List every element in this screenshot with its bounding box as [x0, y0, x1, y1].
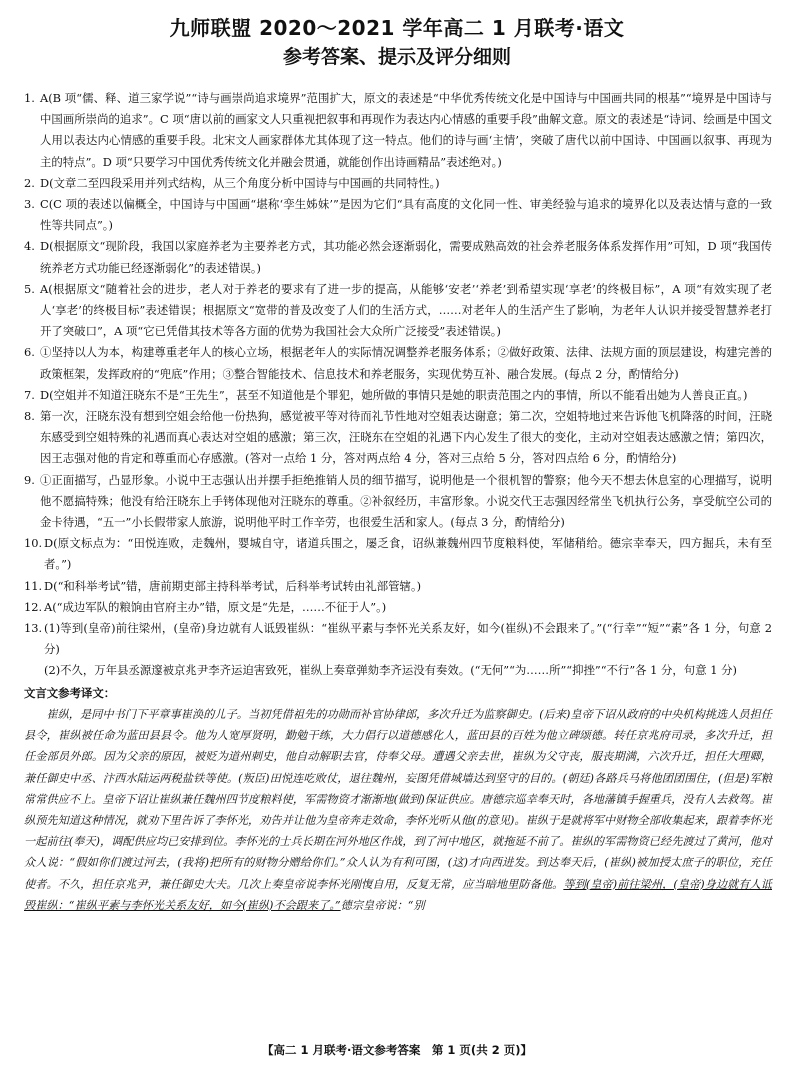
translation-heading: 文言文参考译文： [24, 685, 116, 700]
answer-number: 10. [24, 536, 43, 551]
answer-text: D(原文标点为：“田悦连败，走魏州，婴城自守，诸道兵围之，屡乏食，诏纵兼魏州四节度粮料使，军储稍给。德宗幸奉天，四方掘兵，未有至者。”) [44, 536, 772, 572]
answer-number: 11. [24, 578, 43, 593]
page-subtitle: 参考答案、提示及评分细则 [282, 46, 511, 68]
answer-text: A(“成边军队的粮饷由官府主办”错，原文是“先是，……不征于人”。) [44, 599, 387, 614]
answer-number: 9. [24, 472, 35, 487]
answer-item-13 [24, 618, 772, 682]
answer-item-2 [24, 173, 772, 194]
translation-body: 崔纵，是同中书门下平章事崔涣的儿子。当初凭借祖先的功勋而补官协律郎，多次升迁为监察御史。(后来)皇帝下诏从政府的中央机构挑选人员担任县令，崔纵被任命为蓝田县县令。他为人宽厚贤明，勤勉干练，大力倡行以道德感化人，蓝田县的百姓为他立碑颂德。转任京兆府司录，多次升迁，担任金部员外郎。因为父亲的原因，被贬为道州刺史，他自动解职去官，侍奉父母。遭遇父亲去世，崔纵为父守丧，服丧期满，六次升迁，担任大理卿，兼任御史中丞、汴西水陆运两税盐铁等使。(叛臣)田悦连吃败仗，退往魏州，妄图凭借城墙达到坚守的目的。(朝廷)各路兵马将他团团围住，(但是)军粮常常供应不上。皇帝下诏让崔纵兼任魏州四节度粮料使，军需物资才渐渐地(做到)保证供应。唐德宗巡幸奉天时，各地藩镇手握重兵，没有人去救驾。崔纵预先知道这种情况，就劝下里告诉了李怀光，劝告并让他为皇帝奔走效命，李怀光听从他(的意见)。崔纵于是就将军中财物全部收集起来，跟着李怀光一起前往(奉天)，调配供应均已安排到位。李怀光的士兵长期在河外地区作战，到了河中地区，就拖延不前了。崔纵的军需物资已经先渡过了黄河，他对众人说：“假如你们渡过河去，(我将)把所有的财物分赠给你们。”众人认为有利可图，(这)才向西进发。到达奉天后，(崔纵)被加授太庶子的职位，充任使者。不久，担任京兆尹，兼任御史大夫。几次上奏皇帝说李怀光刚愎自用，反复无常，应当暗地里防备他。 [24, 707, 772, 891]
answer-number: 2. [24, 175, 35, 190]
answer-text: D(文章二至四段采用并列式结构，从三个角度分析中国诗与中国画的共同特性。) [40, 175, 440, 190]
answer-text: D(空姐并不知道汪晓东不是“王先生”，甚至不知道他是个罪犯，她所做的事情只是她的职责范围之内的事情，所以不能看出她为人善良正直。) [40, 387, 748, 402]
answer-item-4 [24, 236, 772, 278]
answer-text: D(“和科举考试”错，唐前期吏部主持科举考试，后科举考试转由礼部管辖。) [44, 578, 422, 593]
answer-number: 5. [24, 281, 35, 296]
answer-13-part-2: (2)不久，万年县丞源邃被京兆尹李齐运迫害致死，崔纵上奏章弹劾李齐运没有奏效。(“无何”“为……所”“抑挫”“不行”各 1 分，句意 1 分) [44, 663, 737, 678]
translation-text [24, 704, 772, 916]
answer-item-3 [24, 194, 772, 236]
answer-number: 1. [24, 91, 35, 105]
answer-item-10 [24, 533, 772, 575]
answer-number: 3. [24, 197, 35, 212]
answer-text: D(根据原文“现阶段，我国以家庭养老为主要养老方式，其功能必然会逐渐弱化，需要成熟高效的社会养老服务体系发挥作用”可知，D 项“我国传统养老方式功能已经逐渐弱化”的表述错误。) [40, 239, 772, 275]
answer-number: 13. [24, 621, 43, 636]
answer-number: 12. [24, 599, 43, 614]
page-title: 九师联盟 2020～2021 学年高二 1 月联考·语文 [169, 16, 625, 40]
answer-text: ①正面描写，凸显形象。小说中王志强认出并摆手拒绝推销人员的细节描写，说明他是一个很机智的警察；他今天不想去休息室的心理描写，说明他不愿搞特殊；他没有给汪晓东上手铐体现他对汪晓东的尊重。②补叙经历，丰富形象。小说交代王志强因经常坐飞机执行公务，享受航空公司的金卡待遇，“五一”小长假带家人旅游，说明他平时工作辛劳，也很爱生活和家人。(每点 3 分，酌情给分) [40, 472, 772, 530]
answer-item-8 [24, 406, 772, 470]
answer-item-9 [24, 470, 772, 534]
answer-text: A(B 项“儒、释、道三家学说”“诗与画崇尚追求境界”范围扩大，原文的表述是“中华优秀传统文化是中国诗与中国画共同的根基”“境界是中国诗与中国画所崇尚的追求”。C 项“唐以前的画家文人只重视把叙事和再现作为表达内心情感的重要手段”曲解文意。原文的表述是“诗词、绘画是中国文人用以表达内心情感的重要手段。北宋文人画家群体尤其体现了这一特点。他们的诗与画‘主情’，突破了唐代以前中国诗、中国画以叙事、再现为主的特点”。D 项“只要学习中国优秀传统文化并融会贯通，就能创作出诗画精品”表述绝对。) [40, 91, 772, 169]
answer-item-12 [24, 597, 772, 618]
answer-number: 6. [24, 345, 35, 360]
answer-text: C(C 项的表述以偏概全，中国诗与中国画“堪称‘孪生姊妹’”是因为它们“具有高度的文化同一性、审美经验与追求的境界化以及表达情与意的一致性等共同点”。) [40, 197, 772, 233]
answer-item-1 [24, 88, 772, 173]
answer-item-6 [24, 342, 772, 384]
translation-tail: 德宗皇帝说：“别 [340, 898, 425, 912]
answer-text: ①坚持以人为本，构建尊重老年人的核心立场，根据老年人的实际情况调整养老服务体系；②做好政策、法律、法规方面的顶层建设，构建完善的政策框架，发挥政府的“兜底”作用；③整合智能技术、信息技术和养老服务，实现优势互补、融合发展。(每点 2 分，酌情给分) [40, 345, 772, 381]
answer-number: 4. [24, 239, 35, 254]
answer-number: 7. [24, 387, 35, 402]
answer-item-11 [24, 576, 772, 597]
answer-item-5 [24, 279, 772, 343]
answer-text: A(根据原文“随着社会的进步，老人对于养老的要求有了进一步的提高，从能够‘安老’‘养老’到希望实现‘享老’的终极目标”，A 项“有效实现了老人‘享老’的终极目标”表述错误；根据原文“宽带的普及改变了人们的生活方式，……对老年人的生活产生了影响，为老年人认识并接受智慧养老打开了突破口”，A 项“它已凭借其技术等各方面的优势为我国社会大众所广泛接受”表述错误。) [40, 281, 772, 339]
page-footer: 【高二 1 月联考·语文参考答案 第 1 页(共 2 页)】 [262, 1043, 532, 1057]
answers-body [24, 88, 772, 916]
answer-13-part-1: (1)等到(皇帝)前往梁州，(皇帝)身边就有人诋毁崔纵：“崔纵平素与李怀光关系友好，如今(崔纵)不会跟来了。”(“行幸”“短”“素”各 1 分，句意 2 分) [44, 621, 772, 657]
answer-text: 第一次，汪晓东没有想到空姐会给他一份热狗，感觉被平等对待而礼节性地对空姐表达谢意；第二次，空姐特地过来告诉他飞机降落的时间，汪晓东感受到空姐特殊的礼遇而真心表达对空姐的感激；第三次，汪晓东在空姐的礼遇下内心发生了很大的变化，主动对空姐表达感激之情；第四次，因王志强对他的肯定和尊重而心存感激。(答对一点给 1 分，答对两点给 4 分，答对三点给 5 分，答对四点给 6 分，酌情给分) [40, 409, 772, 466]
answer-number: 8. [24, 409, 35, 424]
translation-underlined-sentence: 等到(皇帝)前往梁州，(皇帝)身边就有人诋毁崔纵：“崔纵平素与李怀光关系友好，如今(崔纵)不会跟来了。” [24, 877, 772, 912]
answer-item-7 [24, 385, 772, 406]
